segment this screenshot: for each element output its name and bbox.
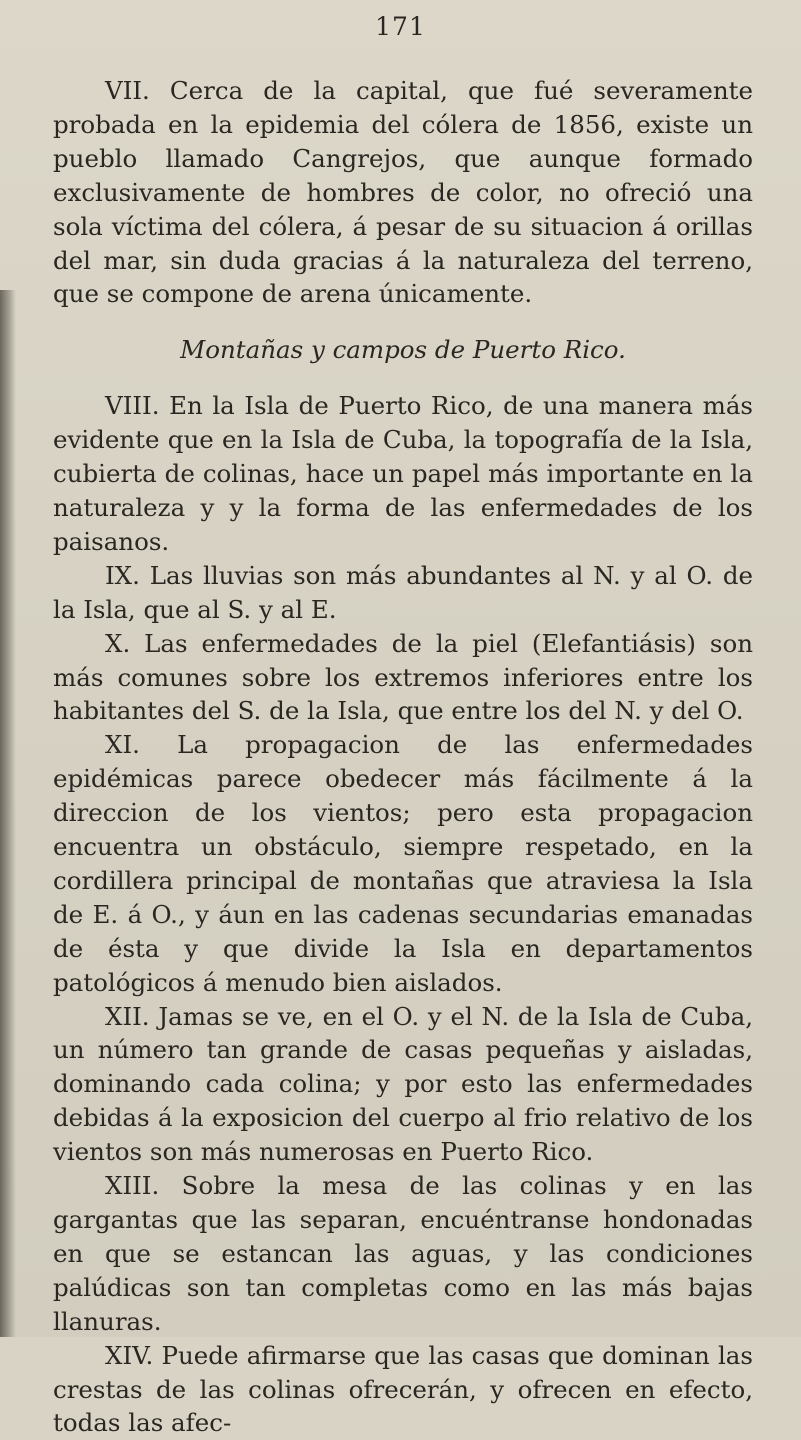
page-number: 171: [375, 12, 426, 41]
paragraph-xiii: XIII. Sobre la mesa de las colinas y en las gargantas que las separan, encuéntranse hondonadas en que se estancan las aguas, y las condiciones palúdicas son tan completas como en las más bajas llanuras.: [53, 1171, 753, 1336]
paragraph-ix: IX. Las lluvias son más abundantes al N. y al O. de la Isla, que al S. y al E.: [53, 560, 753, 624]
paragraph-xi: XI. La propagacion de las enfermedades epidémicas parece obedecer más fácilmente á la direccion de los vientos; pero esta propagacion encuentra un obstáculo, siempre respetado, en la cordillera principal de montañas que atraviesa la Isla de E. á O., y áun en las cadenas secundarias emanadas de ésta y que divide la Isla en departamentos patológicos á menudo bien aislados.: [53, 730, 753, 997]
paragraph-xii: XII. Jamas se ve, en el O. y el N. de la Isla de Cuba, un número tan grande de casas pequeñas y aisladas, dominando cada colina; y por esto las enfermedades debidas á la exposicion del cuerpo al frio relativo de los vientos son más numerosas en Puerto Rico.: [53, 1001, 753, 1167]
section-title: Montañas y campos de Puerto Rico.: [180, 335, 626, 365]
paragraph-xiv: XIV. Puede afirmarse que las casas que dominan las crestas de las colinas ofrecerán, y ofrecen en efecto, todas las afec-: [53, 1340, 753, 1438]
paragraph-vii: VII. Cerca de la capital, que fué severamente probada en la epidemia del cólera de 1856, existe un pueblo llamado Cangrejos, que aunque formado exclusivamente de hombres de color, no ofreció una sola víctima del cólera, á pesar de su situacion á orillas del mar, sin duda gracias á la naturaleza del terreno, que se compone de arena únicamente.: [53, 76, 753, 309]
binding-shadow: [0, 290, 16, 1337]
body-text: [53, 74, 753, 1440]
paragraph-x: X. Las enfermedades de la piel (Elefantiásis) son más comunes sobre los extremos inferiores entre los habitantes del S. de la Isla, que entre los del N. y del O.: [53, 628, 753, 726]
paragraph-viii: VIII. En la Isla de Puerto Rico, de una manera más evidente que en la Isla de Cuba, la topografía de la Isla, cubierta de colinas, hace un papel más importante en la naturaleza y y la forma de las enfermedades de los paisanos.: [53, 391, 753, 556]
